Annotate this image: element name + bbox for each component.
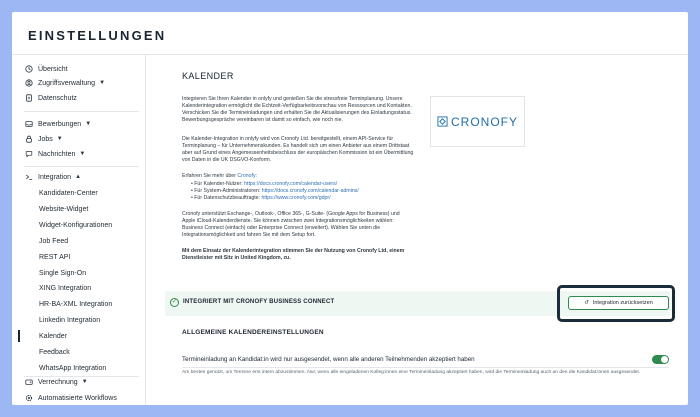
chevron-down-icon: ▼: [79, 151, 86, 157]
chevron-down-icon: ▼: [81, 379, 88, 385]
sidebar-item-label: Zugriffsverwaltung: [38, 79, 96, 87]
calendar-users-link[interactable]: https://docs.cronofy.com/calendar-users/: [244, 181, 338, 187]
sidebar-subitem-job-feed[interactable]: Job Feed: [39, 237, 69, 245]
sidebar-item-label: Datenschutz: [38, 94, 77, 102]
sidebar-subitem-calendar[interactable]: Kalender: [39, 332, 68, 340]
sidebar-subitem-website-widget[interactable]: Website-Widget: [39, 205, 89, 213]
sidebar-subitem-xing-integration[interactable]: XING Integration: [39, 284, 92, 292]
cronofy-text: Die Kalender-Integration in onlyfy wird von Cronofy Ltd. bereitgestellt, einem API-Service für Terminplanung – für Unternehmenskunden. Es handelt sich um einen Anbieter aus einem Drittstaat aber auf Grund eines Angemessenheitsbeschluss der europäischen Kommission ist ein Übermittlung von Daten in die UK DSGVO-Konform.: [182, 136, 414, 164]
sidebar-item-applications[interactable]: [24, 117, 91, 131]
doc-links-list: [191, 181, 359, 202]
sidebar-item-label: Nachrichten: [38, 150, 76, 158]
sidebar-item-label: Jobs: [38, 135, 53, 143]
sidebar-item-label: Integration: [38, 173, 72, 181]
settings-section-title: ALLGEMEINE KALENDEREINSTELLUNGEN: [182, 329, 324, 336]
document-icon: [24, 94, 33, 103]
clock-icon: [24, 65, 33, 74]
sidebar-item-automated-workflows[interactable]: [24, 391, 117, 405]
sidebar-subitem-single-sign-on[interactable]: Single Sign-On: [39, 269, 87, 277]
list-item: • Für Kalender-Nutzer: https://docs.cronofy.com/calendar-users/: [191, 181, 359, 188]
reset-icon: ↺: [584, 300, 589, 306]
sidebar-item-access-management[interactable]: [24, 76, 105, 90]
terminal-icon: [24, 173, 33, 182]
reset-button-label: Integration zurücksetzen: [592, 300, 653, 306]
chevron-down-icon: ▼: [99, 80, 106, 86]
sidebar-subitem-hr-ba-xml-integration[interactable]: HR-BA-XML Integration: [39, 300, 113, 308]
check-circle-icon: ✓: [171, 299, 178, 305]
settings-window: [12, 12, 688, 405]
lock-icon: [24, 135, 33, 144]
calendar-admins-link[interactable]: https://docs.cronofy.com/calendar-admins/: [261, 188, 359, 195]
section-title: KALENDER: [182, 71, 234, 81]
wallet-icon: [24, 378, 33, 387]
main-content: [147, 55, 688, 405]
cronofy-link[interactable]: Cronofy:: [237, 173, 257, 179]
logo-text: CRONOFY: [451, 114, 518, 129]
sidebar-subitem-whatsapp-integration[interactable]: WhatsApp Integration: [39, 364, 107, 372]
sidebar-item-label: Automatisierte Workflows: [38, 394, 117, 402]
sidebar-subitem-feedback[interactable]: Feedback: [39, 348, 70, 356]
chevron-up-icon: ▲: [75, 174, 82, 180]
integration-status-text: INTEGRIERT MIT CRONOFY BUSINESS CONNECT: [183, 299, 335, 305]
list-item: • Für Datenschutzbeauftragte: https://www.cronofy.com/gdpr/: [191, 195, 359, 202]
chat-icon: [24, 150, 33, 159]
sidebar-item-integration[interactable]: [24, 170, 81, 184]
reset-integration-button[interactable]: [568, 296, 669, 310]
consent-text: Mit dem Einsatz der Kalenderintegration stimmen Sie der Nutzung von Cronofy Ltd, einem Dienstleister mit Sitz in United Kingdom, zu.: [182, 248, 405, 262]
cronofy-logo: [430, 96, 525, 147]
settings-icon: [24, 394, 33, 403]
chevron-down-icon: ▼: [85, 121, 92, 127]
page-title: EINSTELLUNGEN: [28, 28, 167, 43]
cronofy-logo-mark-icon: [437, 116, 448, 127]
sidebar-item-privacy[interactable]: [24, 91, 77, 105]
learn-more-prefix: Erfahren Sie mehr über: [182, 173, 236, 179]
sidebar-item-messages[interactable]: [24, 147, 85, 161]
sidebar-subitem-rest-api[interactable]: REST API: [39, 253, 71, 261]
setting-row: [182, 352, 669, 366]
setting-divider: [182, 367, 669, 368]
support-text: Cronofy unterstützt Exchange-, Outlook-, Office 365-, G-Suite- (Google Apps for Business) und Apple iCloud-Kalenderdienste. Sie können zwischen zwei Integrationsmöglichkeiten wählen: Business Connect (einfach) oder Enterprise Connect (erweitert). Wählen Sie unten die Integrationsmöglichkeit und fahren Sie mit dem Setup fort.: [182, 211, 400, 239]
setting-label: Termineinladung an Kandidat:in wird nur ausgesendet, wenn alle anderen Teilnehmenden akzeptiert haben: [182, 355, 475, 363]
active-indicator: [18, 330, 20, 342]
user-icon: [24, 79, 33, 88]
sidebar-subitem-linkedin-integration[interactable]: Linkedin Integration: [39, 316, 101, 324]
sidebar-divider: [24, 111, 139, 112]
sidebar-item-label: Bewerbungen: [38, 120, 82, 128]
learn-more-text: [182, 173, 414, 180]
sidebar-item-overview[interactable]: [24, 62, 68, 76]
sidebar-subitem-candidate-center[interactable]: Kandidaten-Center: [39, 189, 98, 197]
intro-text: Integrieren Sie Ihren Kalender in onlyfy und genießen Sie die stressfreie Terminplanung. Unsere Kalenderintegration ermöglicht die Echtzeit-Verfügbarkeitsvorschau von Ressourcen und Kontakten. Verschicken Sie die Termineinladungen und erhalten Sie die Aktualisierungen des Einladungsstatus. Bewerbungsgespräche vereinbaren ist damit so einfach, wie noch nie.: [182, 96, 412, 124]
sidebar: [12, 55, 146, 405]
sidebar-item-billing[interactable]: [24, 375, 88, 389]
setting-help-text: Am besten genutzt, um Termine erst intern abzustimmen. Nur, wenn alle eingeladenen Kolleg:innen eine Termineinladung akzeptiert haben, wird die Termineinladung auch an den die Kandidat:innen ausgesendet.: [182, 370, 641, 375]
sidebar-item-label: Verrechnung: [38, 378, 78, 386]
gdpr-link[interactable]: https://www.cronofy.com/gdpr/: [261, 195, 331, 202]
inbox-icon: [24, 120, 33, 129]
sidebar-item-label: Übersicht: [38, 65, 68, 73]
sidebar-item-jobs[interactable]: [24, 132, 63, 146]
sidebar-divider: [24, 166, 139, 167]
list-item: • Für System-Administratoren: https://docs.cronofy.com/calendar-admins/: [191, 188, 359, 195]
invite-after-acceptance-toggle[interactable]: [652, 355, 669, 364]
sidebar-subitem-widget-configurations[interactable]: Widget-Konfigurationen: [39, 221, 113, 229]
chevron-down-icon: ▼: [56, 136, 63, 142]
